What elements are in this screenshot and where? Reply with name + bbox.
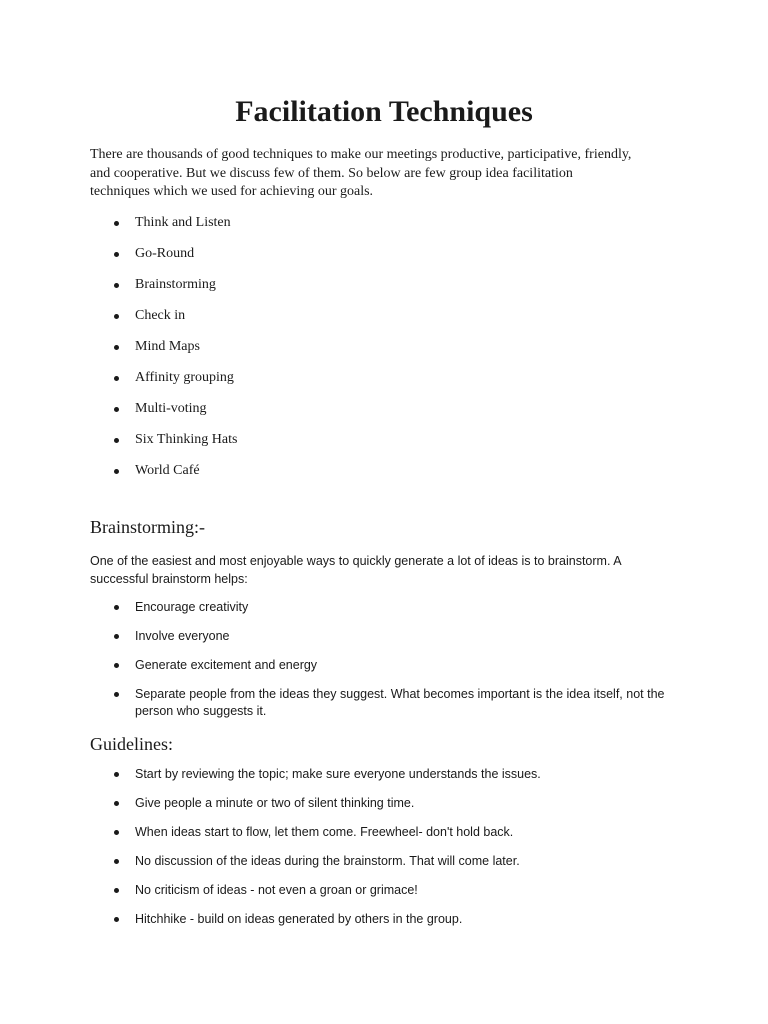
- list-item: [0, 306, 768, 337]
- list-item-text: Generate excitement and energy: [135, 658, 318, 672]
- list-item-text: No criticism of ideas - not even a groan or grimace!: [135, 883, 418, 897]
- list-item: [0, 213, 768, 244]
- bullet-icon: [114, 830, 119, 835]
- paragraph-line: One of the easiest and most enjoyable ways to quickly generate a lot of ideas is to brainstorm. A: [90, 554, 622, 568]
- list-item-text: Hitchhike - build on ideas generated by others in the group.: [135, 912, 463, 926]
- list-item: [0, 368, 768, 399]
- list-item: [0, 657, 768, 674]
- intro-paragraph: [90, 146, 682, 202]
- list-item: [0, 628, 768, 645]
- document-title: Facilitation Techniques: [235, 95, 533, 128]
- bullet-icon: [114, 407, 119, 412]
- guidelines-heading: Guidelines:: [90, 734, 173, 754]
- bullet-icon: [114, 314, 119, 319]
- brainstorm-helps-list: [0, 599, 768, 732]
- list-item-text: No discussion of the ideas during the brainstorm. That will come later.: [135, 854, 520, 868]
- list-item-text: Mind Maps: [135, 339, 200, 354]
- bullet-icon: [114, 663, 119, 668]
- list-item-text: Check in: [135, 308, 186, 323]
- list-item: [0, 399, 768, 430]
- bullet-icon: [114, 438, 119, 443]
- intro-line: There are thousands of good techniques to make our meetings productive, participative, friendly,: [90, 147, 632, 162]
- list-item-text: Give people a minute or two of silent thinking time.: [135, 796, 415, 810]
- bullet-icon: [114, 772, 119, 777]
- list-item: [0, 461, 768, 492]
- list-item-text: Encourage creativity: [135, 600, 249, 614]
- list-item: [0, 795, 768, 812]
- list-item-text: Separate people from the ideas they suggest. What becomes important is the idea itself, not the person who suggests it.: [135, 687, 665, 718]
- bullet-icon: [114, 801, 119, 806]
- bullet-icon: [114, 634, 119, 639]
- paragraph-line: successful brainstorm helps:: [90, 572, 248, 586]
- bullet-icon: [114, 888, 119, 893]
- list-item: [0, 337, 768, 368]
- bullet-icon: [114, 345, 119, 350]
- bullet-icon: [114, 376, 119, 381]
- bullet-icon: [114, 221, 119, 226]
- list-item-text: Multi-voting: [135, 401, 207, 416]
- list-item-text: Involve everyone: [135, 629, 230, 643]
- list-item: [0, 882, 768, 899]
- bullet-icon: [114, 917, 119, 922]
- brainstorming-paragraph: [90, 552, 690, 588]
- list-item-text: When ideas start to flow, let them come. Freewheel- don't hold back.: [135, 825, 514, 839]
- bullet-icon: [114, 692, 119, 697]
- list-item-text: Start by reviewing the topic; make sure everyone understands the issues.: [135, 767, 541, 781]
- brainstorming-heading: Brainstorming:-: [90, 517, 205, 537]
- bullet-icon: [114, 859, 119, 864]
- list-item-text: Think and Listen: [135, 215, 231, 230]
- bullet-icon: [114, 469, 119, 474]
- list-item: [0, 244, 768, 275]
- list-item: [0, 766, 768, 783]
- list-item: [0, 599, 768, 616]
- list-item: [0, 911, 768, 928]
- list-item-text: Go-Round: [135, 246, 195, 261]
- list-item-text: Affinity grouping: [135, 370, 234, 385]
- list-item: [0, 430, 768, 461]
- list-item: [0, 686, 768, 720]
- list-item-text: Brainstorming: [135, 277, 216, 292]
- list-item: [0, 853, 768, 870]
- list-item-text: Six Thinking Hats: [135, 432, 238, 447]
- list-item-text: World Café: [135, 463, 200, 478]
- bullet-icon: [114, 283, 119, 288]
- bullet-icon: [114, 605, 119, 610]
- intro-line: techniques which we used for achieving our goals.: [90, 184, 374, 199]
- intro-line: and cooperative. But we discuss few of them. So below are few group idea facilitation: [90, 165, 573, 181]
- list-item: [0, 824, 768, 841]
- guidelines-list: [0, 766, 768, 940]
- bullet-icon: [114, 252, 119, 257]
- list-item: [0, 275, 768, 306]
- techniques-list: [0, 213, 768, 492]
